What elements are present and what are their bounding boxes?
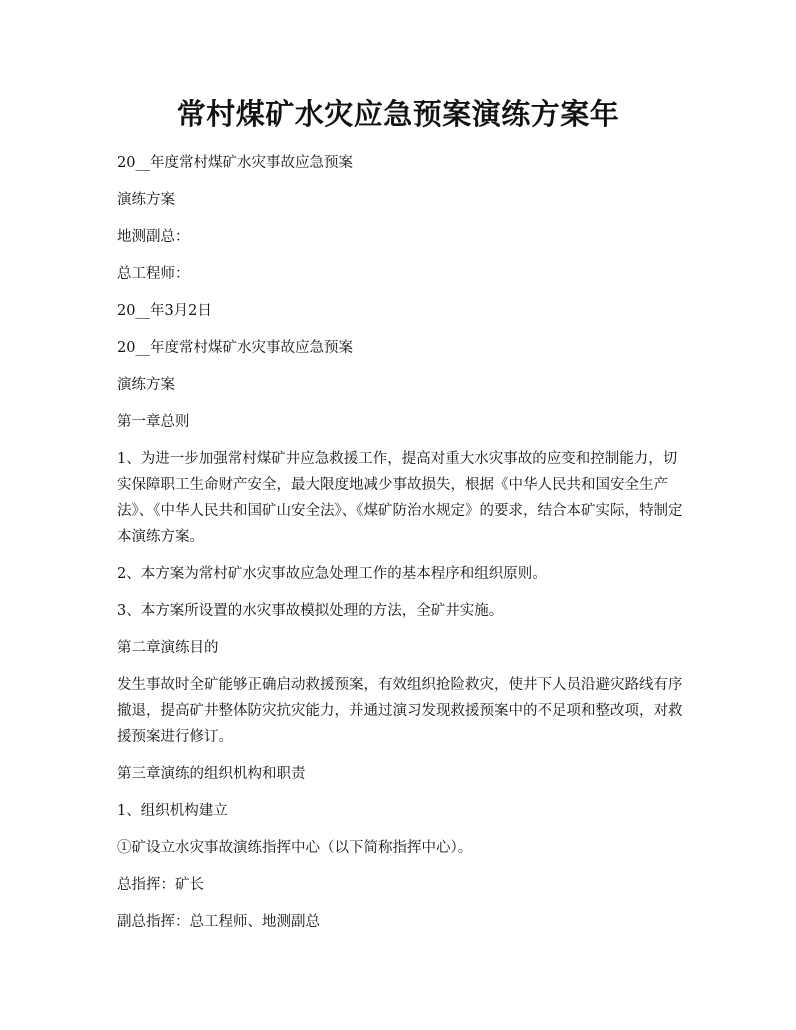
chapter-heading: 第二章演练目的 xyxy=(117,640,219,656)
paragraph: 演练方案 xyxy=(117,377,175,393)
chapter-heading: 第三章演练的组织机构和职责 xyxy=(117,766,306,782)
paragraph: 1、组织机构建立 xyxy=(117,803,228,819)
paragraph: 总指挥：矿长 xyxy=(117,877,204,893)
document-body xyxy=(117,150,683,946)
paragraph: 演练方案 xyxy=(117,192,175,208)
chapter-heading: 第一章总则 xyxy=(117,414,190,430)
paragraph: 20__年度常村煤矿水灾事故应急预案 xyxy=(117,340,353,356)
paragraph: 发生事故时全矿能够正确启动救援预案，有效组织抢险救灾，使井下人员沿避灾路线有序撤退，提高矿井整体防灾抗灾能力，并通过演习发现救援预案中的不足项和整改项，对救援预案进行修订。 xyxy=(117,677,683,745)
paragraph: 3、本方案所设置的水灾事故模拟处理的方法，全矿井实施。 xyxy=(117,603,504,619)
paragraph: 2、本方案为常村矿水灾事故应急处理工作的基本程序和组织原则。 xyxy=(117,566,547,582)
paragraph: ①矿设立水灾事故演练指挥中心（以下简称指挥中心）。 xyxy=(117,840,473,856)
paragraph: 1、为进一步加强常村煤矿井应急救援工作，提高对重大水灾事故的应变和控制能力，切实保障职工生命财产安全，最大限度地减少事故损失，根据《中华人民共和国安全生产法》、《中华人民共和国矿山安全法》、《煤矿防治水规定》的要求，结合本矿实际，特制定本演练方案。 xyxy=(117,451,683,545)
paragraph: 20__年3月2日 xyxy=(117,303,212,319)
document-title: 常村煤矿水灾应急预案演练方案年 xyxy=(176,97,620,131)
paragraph: 地测副总： xyxy=(117,229,190,245)
paragraph: 总工程师： xyxy=(117,266,190,282)
paragraph: 副总指挥：总工程师、地测副总 xyxy=(117,914,320,930)
paragraph: 20__年度常村煤矿水灾事故应急预案 xyxy=(117,155,353,171)
